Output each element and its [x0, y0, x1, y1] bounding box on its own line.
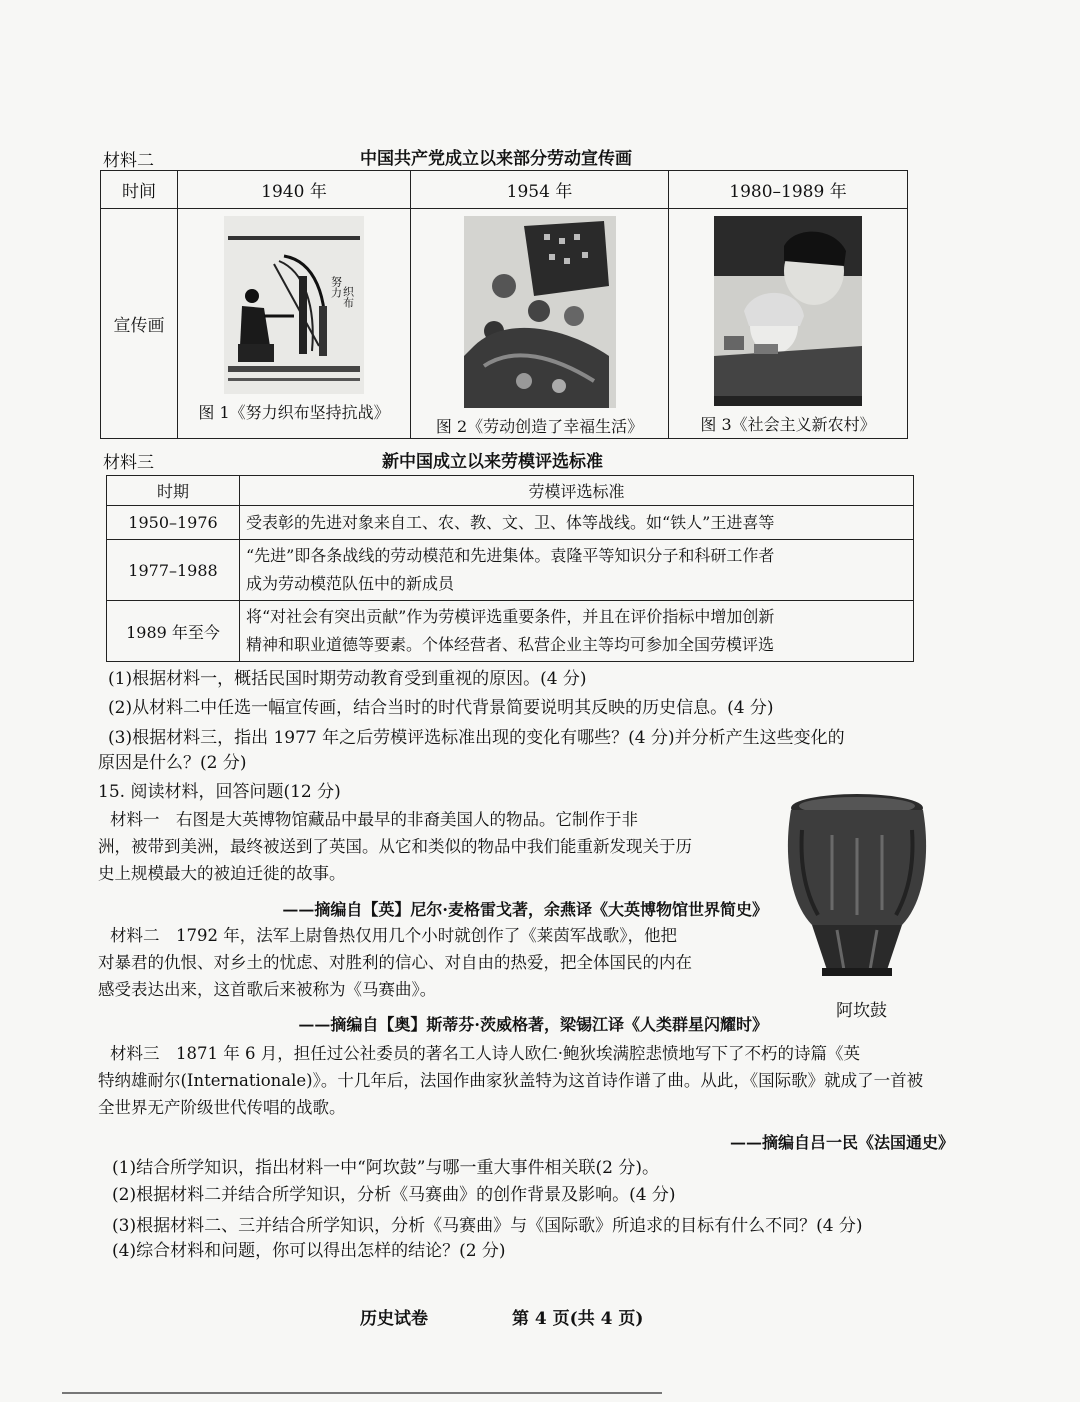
- poster-cell-1: [178, 209, 411, 439]
- criteria-header: 劳模评选标准: [240, 476, 914, 506]
- year-1940: 1940 年: [178, 171, 411, 209]
- material3-title: 新中国成立以来劳模评选标准: [382, 452, 603, 472]
- q14-3-cont: 原因是什么？(2 分): [98, 753, 247, 773]
- period-3: 1989 年至今: [107, 601, 240, 662]
- poster-caption-1: 图 1《努力织布坚持抗战》: [198, 403, 390, 422]
- q15-m2-line: 材料二 1792 年，法军上尉鲁热仅用几个小时就创作了《莱茵军战歌》，他把: [110, 926, 677, 945]
- poster-cell-2: [411, 209, 669, 439]
- criteria-2: [240, 540, 914, 601]
- q15-material1: [98, 806, 770, 887]
- criteria-1: [240, 506, 914, 540]
- material3-label: 材料三: [103, 453, 154, 473]
- q15-question-3: (3)根据材料二、三并结合所学知识，分析《马赛曲》与《国际歌》所追求的目标有什么不同？(4 分): [112, 1216, 863, 1236]
- poster-caption-2: 图 2《劳动创造了幸福生活》: [435, 417, 644, 436]
- poster-row-header: 宣传画: [101, 209, 178, 439]
- poster-caption-3: 图 3《社会主义新农村》: [700, 415, 876, 434]
- q15-m3-line: 材料三 1871 年 6 月，担任过公社委员的著名工人诗人欧仁·鲍狄埃满腔悲愤地写下了不朽的诗篇《英: [110, 1044, 860, 1063]
- criteria-1-line: 受表彰的先进对象来自工、农、教、文、卫、体等战线。如“铁人”王进喜等: [246, 512, 775, 532]
- q14-2: (2)从材料二中任选一幅宣传画，结合当时的时代背景简要说明其反映的历史信息。(4 分): [108, 698, 774, 718]
- q14-1: (1)根据材料一，概括民国时期劳动教育受到重视的原因。(4 分): [108, 669, 587, 689]
- time-header: 时间: [101, 171, 178, 209]
- q15-heading: 15. 阅读材料，回答问题(12 分): [98, 782, 341, 802]
- scan-edge-line: [62, 1392, 662, 1394]
- q15-m1-line: 材料一 右图是大英博物馆藏品中最早的非裔美国人的物品。它制作于非: [110, 810, 638, 829]
- q15-m3-source: ——摘编自吕一民《法国通史》: [729, 1133, 954, 1152]
- poster-weaving-image: [224, 216, 364, 394]
- svg-text:努力: 努力: [329, 276, 343, 298]
- footer-subject: 历史试卷: [360, 1309, 428, 1329]
- poster-cell-3: [669, 209, 908, 439]
- criteria-2-line: 成为劳动模范队伍中的新成员: [246, 574, 455, 593]
- akan-drum-image: [782, 790, 932, 980]
- akan-drum-caption: 阿坎鼓: [836, 1001, 887, 1021]
- period-1: 1950–1976: [107, 506, 240, 540]
- criteria-3: [240, 601, 914, 662]
- svg-text:织布: 织布: [341, 286, 355, 308]
- q15-m3-line: 全世界无产阶级世代传唱的战歌。: [98, 1098, 346, 1117]
- q15-material2: [98, 922, 770, 1003]
- footer-page-number: 第 4 页(共 4 页): [512, 1309, 644, 1329]
- q15-question-2: (2)根据材料二并结合所学知识，分析《马赛曲》的创作背景及影响。(4 分): [112, 1185, 676, 1205]
- criteria-3-line: 将“对社会有突出贡献”作为劳模评选重要条件，并且在评价指标中增加创新: [246, 607, 775, 626]
- material2-title: 中国共产党成立以来部分劳动宣传画: [360, 149, 632, 169]
- year-1954: 1954 年: [411, 171, 669, 209]
- q14-3: (3)根据材料三，指出 1977 年之后劳模评选标准出现的变化有哪些？(4 分)并分析产生这些变化的: [108, 728, 845, 748]
- material2-label: 材料二: [103, 151, 154, 171]
- model-worker-table: [106, 475, 914, 662]
- q15-m1-line: 洲，被带到美洲，最终被送到了英国。从它和类似的物品中我们能重新发现关于历: [98, 837, 692, 856]
- q15-material3: [98, 1040, 958, 1121]
- period-2: 1977–1988: [107, 540, 240, 601]
- q15-m3-line: 特纳雄耐尔(Internationale)》。十几年后，法国作曲家狄盖特为这首诗作谱了曲。从此，《国际歌》就成了一首被: [98, 1071, 924, 1090]
- poster-village-image: [714, 216, 862, 406]
- period-header: 时期: [107, 476, 240, 506]
- year-1980s: 1980–1989 年: [669, 171, 908, 209]
- q15-question-1: (1)结合所学知识，指出材料一中“阿坎鼓”与哪一重大事件相关联(2 分)。: [112, 1158, 659, 1178]
- q15-m2-line: 感受表达出来，这首歌后来被称为《马赛曲》。: [98, 980, 437, 999]
- propaganda-table: [100, 170, 908, 439]
- q15-m1-source: ——摘编自【英】尼尔·麦格雷戈著，余燕译《大英博物馆世界简史》: [282, 900, 768, 919]
- poster-labor-image: [464, 216, 616, 408]
- q15-m2-source: ——摘编自【奥】斯蒂芬·茨威格著，梁锡江译《人类群星闪耀时》: [298, 1015, 768, 1034]
- q15-question-4: (4)综合材料和问题，你可以得出怎样的结论？(2 分): [112, 1241, 506, 1261]
- criteria-3-line: 精神和职业道德等要素。个体经营者、私营企业主等均可参加全国劳模评选: [246, 635, 775, 654]
- q15-m2-line: 对暴君的仇恨、对乡土的忧虑、对胜利的信心、对自由的热爱，把全体国民的内在: [98, 953, 692, 972]
- q15-m1-line: 史上规模最大的被迫迁徙的故事。: [98, 864, 346, 883]
- criteria-2-line: “先进”即各条战线的劳动模范和先进集体。袁隆平等知识分子和科研工作者: [246, 546, 775, 565]
